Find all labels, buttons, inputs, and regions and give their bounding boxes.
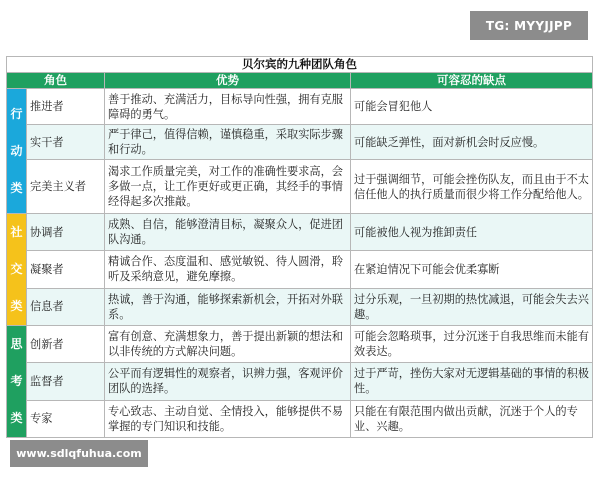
role-weakness: 可能缺乏弹性，面对新机会时反应慢。: [351, 125, 593, 160]
role-name: 监督者: [27, 363, 105, 400]
table-header-row: [7, 73, 593, 89]
role-weakness: 可能会忽略琐事，过分沉迷于自我思维而未能有效表达。: [351, 326, 593, 363]
role-weakness: 过于强调细节，可能会挫伤队友，而且由于不太信任他人的执行质量而很少将工作分配给他人。: [351, 160, 593, 214]
table-row: [7, 326, 593, 363]
category-char: 社: [10, 225, 23, 239]
category-char: 考: [10, 374, 23, 388]
table-row: [7, 288, 593, 325]
role-weakness: 可能被他人视为推卸责任: [351, 214, 593, 251]
role-strength: 渴求工作质量完美，对工作的准确性要求高，会多做一点，让工作更好或更正确，其经手的事情经得起多次推敲。: [105, 160, 351, 214]
role-strength: 专心致志、主动自觉、全情投入，能够提供不易掌握的专门知识和技能。: [105, 400, 351, 437]
table-row: [7, 125, 593, 160]
role-name: 专家: [27, 400, 105, 437]
category-char: 思: [10, 337, 23, 351]
role-name: 凝聚者: [27, 251, 105, 288]
belbin-team-roles-table: [6, 56, 592, 438]
watermark-tg: TG: MYYJJPP: [470, 11, 588, 40]
category-char: 类: [10, 299, 23, 313]
category-char: 类: [10, 411, 23, 425]
role-weakness: 在紧迫情况下可能会优柔寡断: [351, 251, 593, 288]
role-weakness: 可能会冒犯他人: [351, 89, 593, 125]
role-strength: 精诚合作、态度温和、感觉敏锐、待人圆滑，聆听及采纳意见，避免摩擦。: [105, 251, 351, 288]
role-strength: 富有创意、充满想象力，善于提出新颖的想法和以非传统的方式解决问题。: [105, 326, 351, 363]
role-name: 协调者: [27, 214, 105, 251]
table-row: [7, 400, 593, 437]
role-strength: 善于推动、充满活力，目标导向性强，拥有克服障碍的勇气。: [105, 89, 351, 125]
table-title: 贝尔宾的九种团队角色: [7, 57, 593, 73]
table-row: [7, 251, 593, 288]
category-char: 类: [10, 180, 23, 195]
role-strength: 热诚，善于沟通，能够探索新机会，开拓对外联系。: [105, 288, 351, 325]
role-strength: 严于律己，值得信赖，谨慎稳重，采取实际步骤和行动。: [105, 125, 351, 160]
role-strength: 公平而有逻辑性的观察者，识辨力强，客观评价团队的选择。: [105, 363, 351, 400]
category-thinking: [7, 326, 27, 438]
table-row: [7, 160, 593, 214]
role-name: 创新者: [27, 326, 105, 363]
category-char: 动: [10, 143, 23, 158]
role-name: 实干者: [27, 125, 105, 160]
role-weakness: 只能在有限范围内做出贡献，沉迷于个人的专业、兴趣。: [351, 400, 593, 437]
table-row: [7, 214, 593, 251]
category-char: 行: [10, 106, 23, 121]
header-strength: 优势: [105, 73, 351, 89]
header-weakness: 可容忍的缺点: [351, 73, 593, 89]
header-role: 角色: [7, 73, 105, 89]
role-weakness: 过于严苛，挫伤大家对无逻辑基础的事情的积极性。: [351, 363, 593, 400]
category-social: [7, 214, 27, 326]
role-strength: 成熟、自信，能够澄清目标，凝聚众人，促进团队沟通。: [105, 214, 351, 251]
table-row: [7, 363, 593, 400]
role-name: 完美主义者: [27, 160, 105, 214]
category-action: [7, 89, 27, 214]
role-name: 信息者: [27, 288, 105, 325]
table-title-row: [7, 57, 593, 73]
role-name: 推进者: [27, 89, 105, 125]
table-row: [7, 89, 593, 125]
watermark-site: www.sdlqfuhua.com: [10, 440, 148, 467]
role-weakness: 过分乐观，一旦初期的热忱减退，可能会失去兴趣。: [351, 288, 593, 325]
category-char: 交: [10, 262, 23, 276]
